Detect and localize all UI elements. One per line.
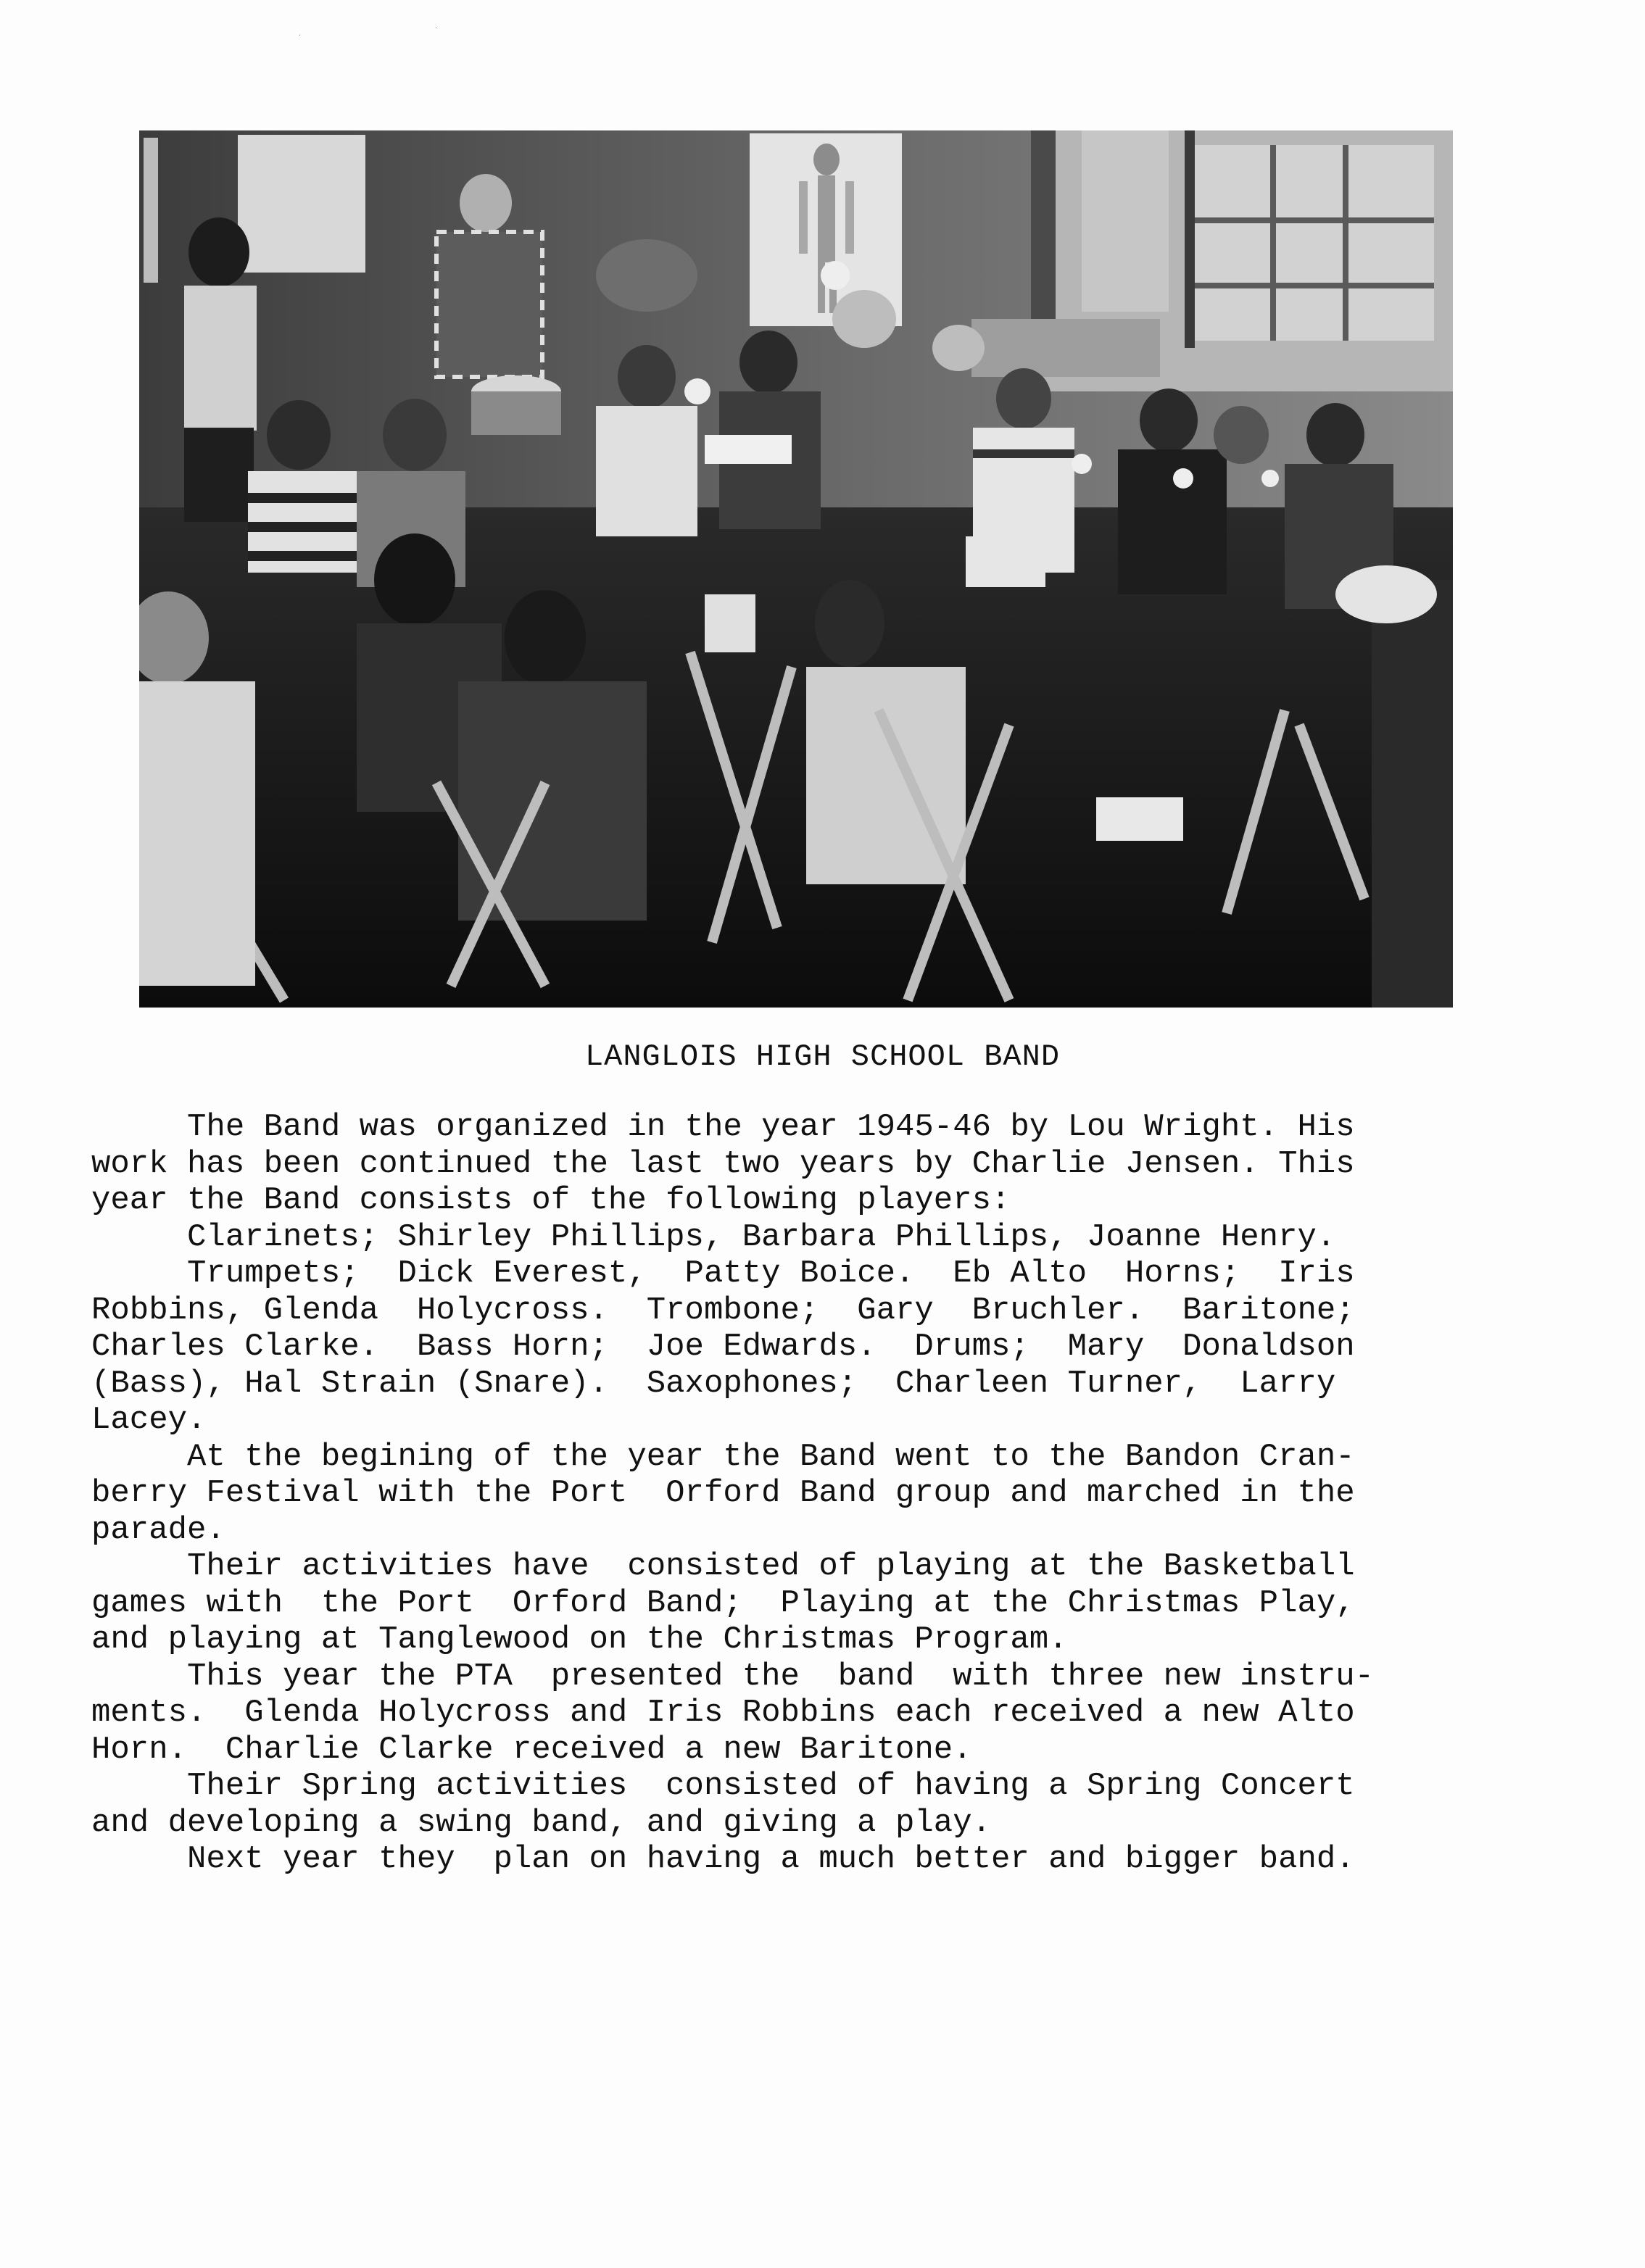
body-line: Lacey. <box>91 1402 207 1438</box>
body-line: Charles Clarke. Bass Horn; Joe Edwards. Drums; Mary Donaldson <box>91 1329 1355 1365</box>
band-photograph <box>139 130 1453 1008</box>
body-line: Horn. Charlie Clarke received a new Baritone. <box>91 1731 972 1768</box>
body-line: Their activities have consisted of playing at the Basketball <box>91 1548 1355 1584</box>
article-body <box>91 1109 1541 1878</box>
body-line: and developing a swing band, and giving a play. <box>91 1804 992 1841</box>
body-line: (Bass), Hal Strain (Snare). Saxophones; Charleen Turner, Larry <box>91 1365 1336 1402</box>
scan-speck: · <box>299 32 302 40</box>
scan-speck: · <box>435 25 438 33</box>
body-line: Clarinets; Shirley Phillips, Barbara Phillips, Joanne Henry. <box>91 1218 1336 1255</box>
body-line: work has been continued the last two years by Charlie Jensen. This <box>91 1145 1355 1182</box>
body-line: year the Band consists of the following players: <box>91 1182 1011 1218</box>
body-line: and playing at Tanglewood on the Christmas Program. <box>91 1621 1068 1658</box>
body-line: The Band was organized in the year 1945-46 by Lou Wright. His <box>91 1109 1355 1145</box>
band-photo-illustration <box>139 130 1453 1008</box>
body-line: Their Spring activities consisted of having a Spring Concert <box>91 1768 1355 1804</box>
body-line: Next year they plan on having a much better and bigger band. <box>91 1841 1355 1877</box>
body-line: Trumpets; Dick Everest, Patty Boice. Eb Alto Horns; Iris <box>91 1255 1355 1292</box>
body-line: parade. <box>91 1511 225 1548</box>
body-line: At the begining of the year the Band went to the Bandon Cran- <box>91 1438 1355 1475</box>
body-line: This year the PTA presented the band with three new instru- <box>91 1658 1375 1695</box>
body-line: ments. Glenda Holycross and Iris Robbins each received a new Alto <box>91 1695 1355 1731</box>
body-line: games with the Port Orford Band; Playing at the Christmas Play, <box>91 1584 1355 1621</box>
body-line: Robbins, Glenda Holycross. Trombone; Gary Bruchler. Baritone; <box>91 1292 1355 1329</box>
photo-caption: LANGLOIS HIGH SCHOOL BAND <box>584 1039 1061 1074</box>
body-line: berry Festival with the Port Orford Band group and marched in the <box>91 1475 1355 1511</box>
